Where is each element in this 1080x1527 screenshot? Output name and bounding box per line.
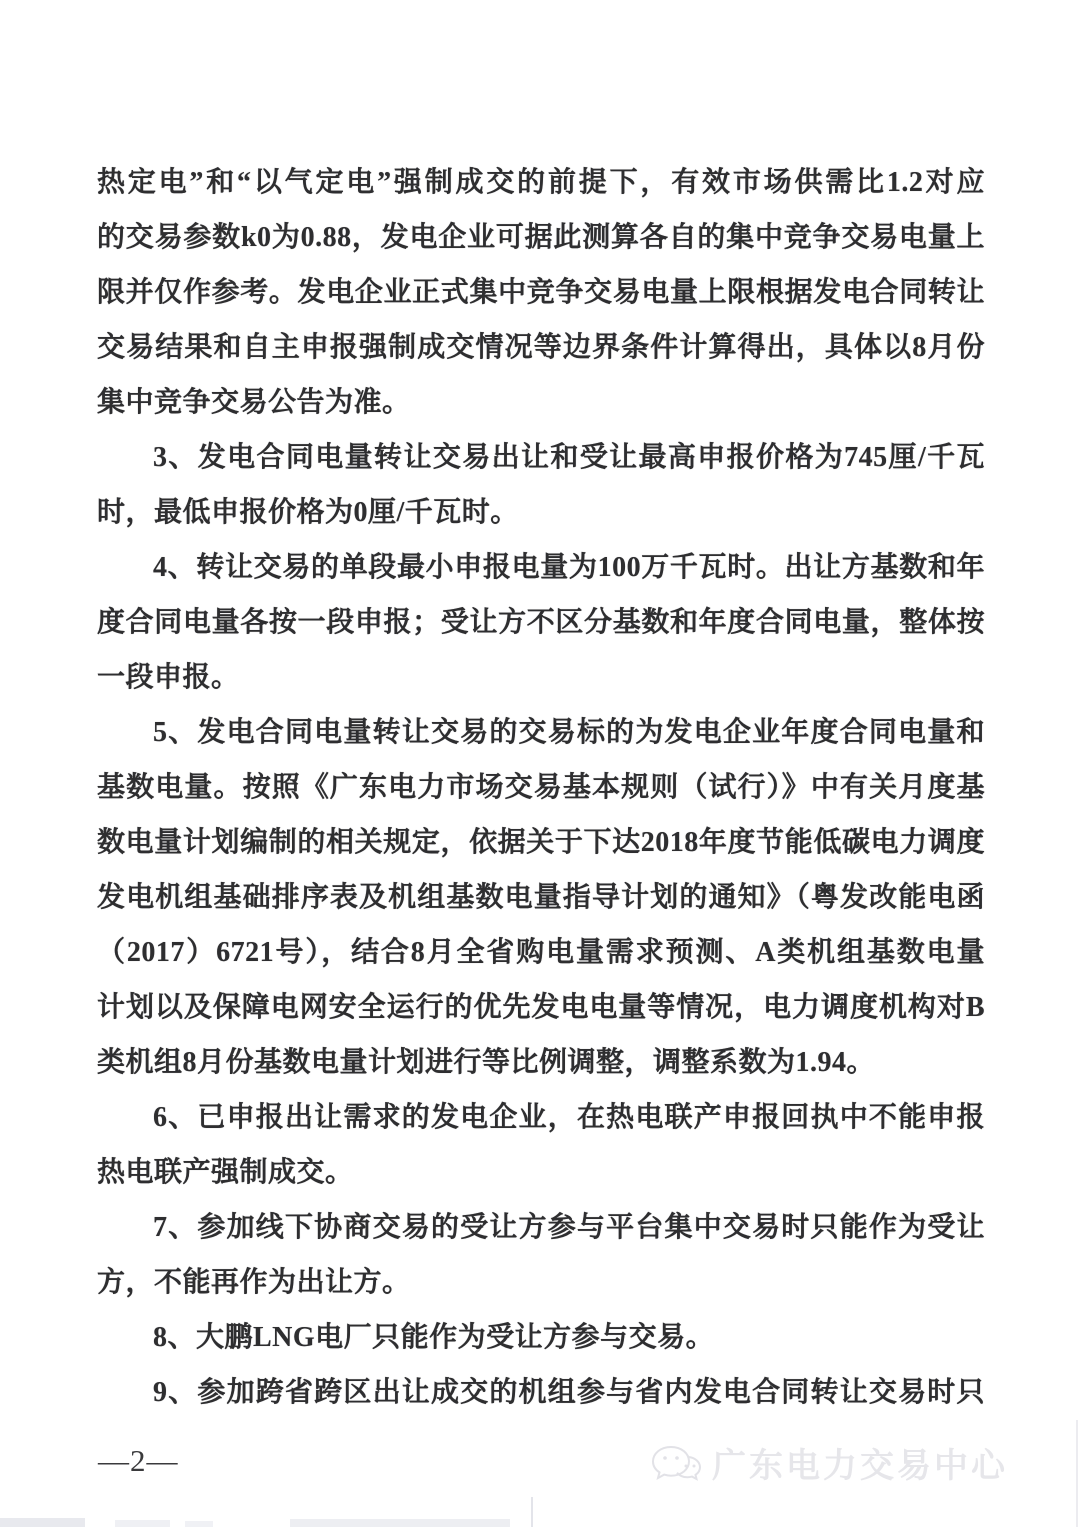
text-line: 限并仅作参考。发电企业正式集中竞争交易电量上限根据发电合同转让 — [97, 277, 985, 308]
text-line: （2017）6721号），结合8月全省购电量需求预测、A类机组基数电量 — [97, 937, 985, 968]
text-line: 热电联产强制成交。 — [97, 1157, 354, 1188]
scan-artifact — [531, 1497, 533, 1527]
watermark-label: 广东电力交易中心 — [712, 1447, 1008, 1485]
text-line: 5、发电合同电量转让交易的交易标的为发电企业年度合同电量和 — [153, 717, 985, 748]
text-line: 基数电量。按照《广东电力市场交易基本规则（试行）》中有关月度基 — [97, 772, 985, 803]
page-number: —2— — [98, 1443, 179, 1478]
watermark — [650, 1438, 1008, 1487]
text-line: 的交易参数k0为0.88，发电企业可据此测算各自的集中竞争交易电量上 — [97, 222, 985, 253]
text-line: 6、已申报出让需求的发电企业，在热电联产申报回执中不能申报 — [153, 1102, 985, 1133]
scan-artifact — [0, 1518, 85, 1527]
scan-artifact — [290, 1519, 510, 1527]
wechat-icon — [650, 1441, 702, 1485]
text-line: 时，最低申报价格为0厘/千瓦时。 — [97, 497, 519, 528]
text-line: 3、发电合同电量转让交易出让和受让最高申报价格为745厘/千瓦 — [153, 442, 985, 473]
text-line: 9、参加跨省跨区出让成交的机组参与省内发电合同转让交易时只 — [153, 1377, 985, 1408]
text-line: 一段申报。 — [97, 662, 240, 693]
text-line: 交易结果和自主申报强制成交情况等边界条件计算得出，具体以8月份 — [97, 332, 985, 363]
text-line: 7、参加线下协商交易的受让方参与平台集中交易时只能作为受让 — [153, 1212, 985, 1243]
scan-artifact — [115, 1520, 170, 1527]
text-line: 数电量计划编制的相关规定，依据关于下达2018年度节能低碳电力调度 — [97, 827, 985, 858]
text-line: 方，不能再作为出让方。 — [97, 1267, 411, 1298]
text-line: 热定电”和“以气定电”强制成交的前提下，有效市场供需比1.2对应 — [97, 167, 985, 198]
text-line: 8、大鹏LNG电厂只能作为受让方参与交易。 — [153, 1322, 715, 1353]
text-line: 4、转让交易的单段最小申报电量为100万千瓦时。出让方基数和年 — [153, 552, 985, 583]
document-body — [97, 155, 985, 1420]
scan-artifact — [185, 1521, 213, 1527]
scan-artifact — [1076, 1420, 1078, 1527]
text-line: 集中竞争交易公告为准。 — [97, 387, 411, 418]
text-line: 发电机组基础排序表及机组基数电量指导计划的通知》（粤发改能电函 — [97, 882, 985, 913]
text-line: 度合同电量各按一段申报；受让方不区分基数和年度合同电量，整体按 — [97, 607, 985, 638]
text-line: 计划以及保障电网安全运行的优先发电电量等情况，电力调度机构对B — [97, 992, 985, 1023]
text-line: 类机组8月份基数电量计划进行等比例调整，调整系数为1.94。 — [97, 1047, 876, 1078]
